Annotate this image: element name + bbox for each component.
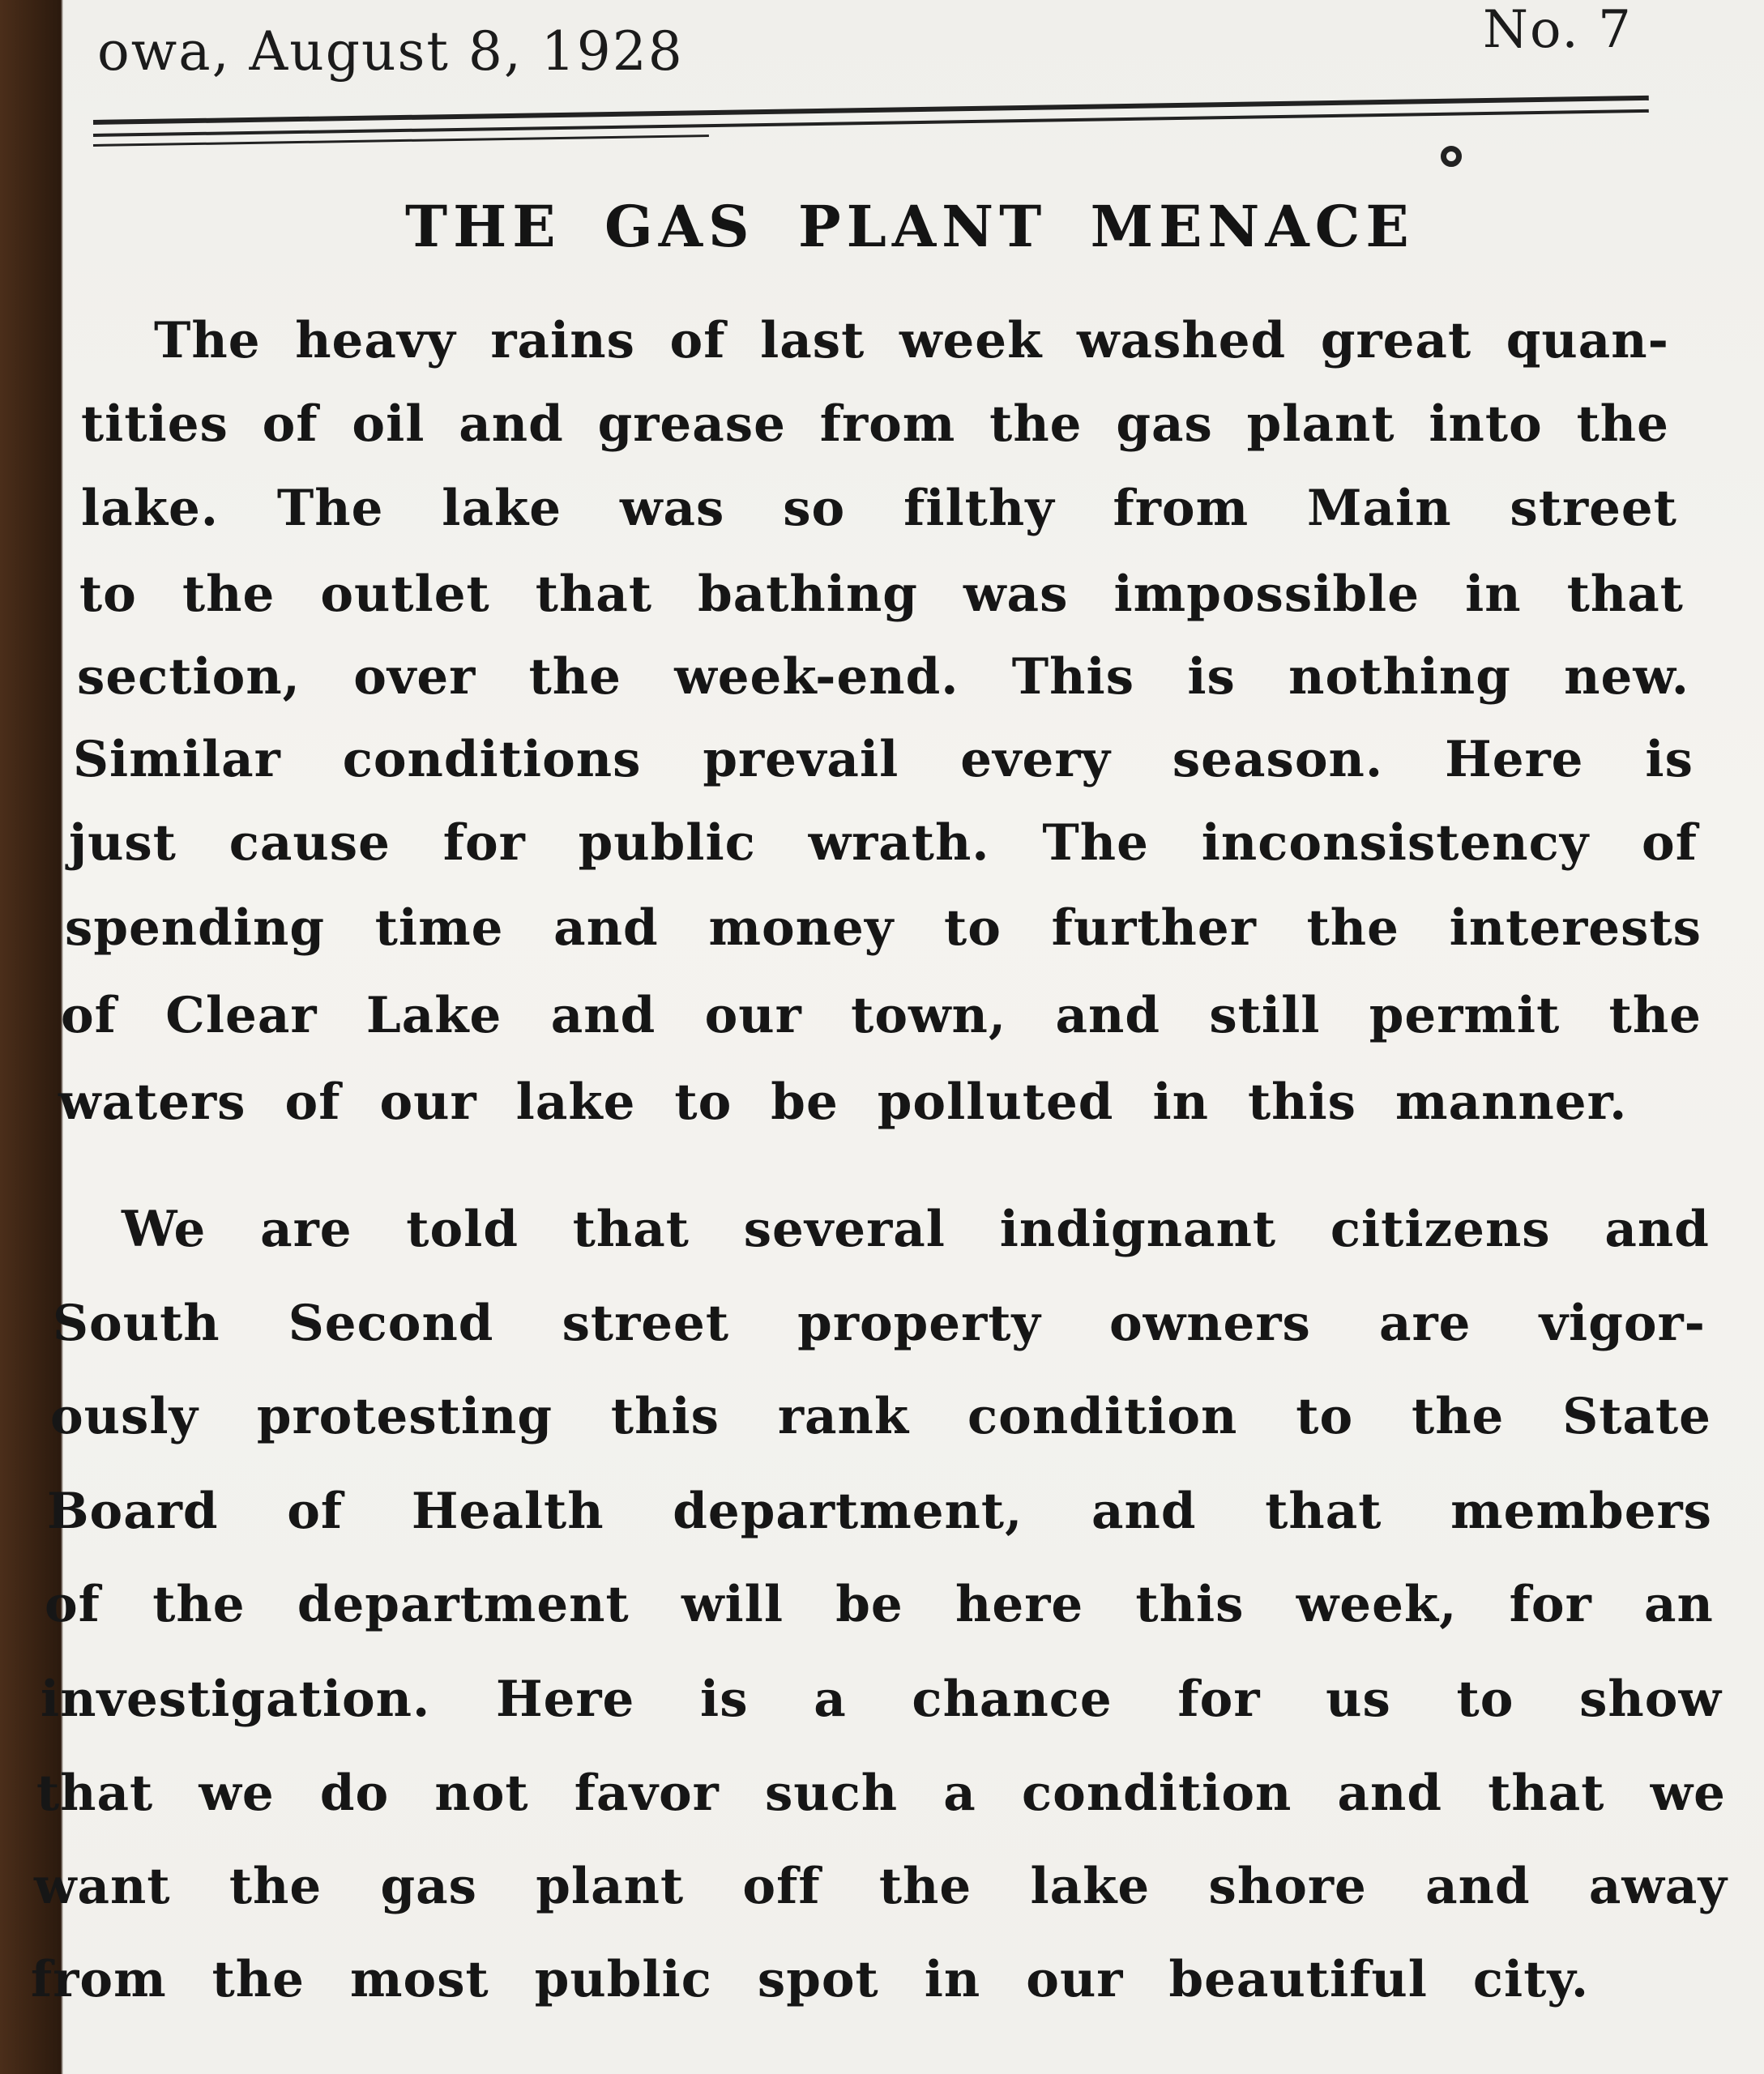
issue-number: No. 7 (1483, 0, 1633, 60)
headline: THE GAS PLANT MENACE (405, 193, 1415, 260)
paragraph-1-line: lake. The lake was so filthy from Main street (81, 480, 1677, 537)
paragraph-2-line: investigation. Here is a chance for us to show (41, 1671, 1722, 1728)
paragraph-1-line: waters of our lake to be polluted in this manner. (58, 1073, 1628, 1131)
paragraph-2-line: We are told that several indignant citizens and (122, 1201, 1710, 1258)
paragraph-1-line: tities of oil and grease from the gas plant into the (81, 395, 1669, 453)
paragraph-1-line: section, over the week-end. This is nothing new. (77, 648, 1689, 706)
paragraph-1-line: to the outlet that bathing was impossible in that (79, 565, 1684, 623)
paragraph-2-line: want the gas plant off the lake shore and away (34, 1858, 1728, 1915)
paragraph-1-line: Similar conditions prevail every season. Here is (73, 731, 1694, 788)
ornament-dot (1441, 146, 1462, 167)
dateline: owa, August 8, 1928 (97, 20, 684, 83)
paragraph-1-line: of Clear Lake and our town, and still permit the (61, 987, 1702, 1044)
paragraph-2-line: of the department will be here this week, for an (45, 1576, 1714, 1633)
paragraph-2-line: that we do not favor such a condition and that we (36, 1765, 1726, 1822)
paragraph-1-line: The heavy rains of last week washed great quan- (154, 312, 1669, 369)
paragraph-2-line: Board of Health department, and that members (47, 1483, 1712, 1540)
paragraph-2-line: ously protesting this rank condition to the State (50, 1388, 1711, 1445)
paragraph-2-line: South Second street property owners are vigor- (53, 1295, 1706, 1352)
paragraph-2-line: from the most public spot in our beautiful city. (31, 1951, 1590, 2008)
paragraph-1-line: spending time and money to further the interests (65, 899, 1702, 957)
paragraph-1-line: just cause for public wrath. The inconsistency of (69, 814, 1698, 872)
